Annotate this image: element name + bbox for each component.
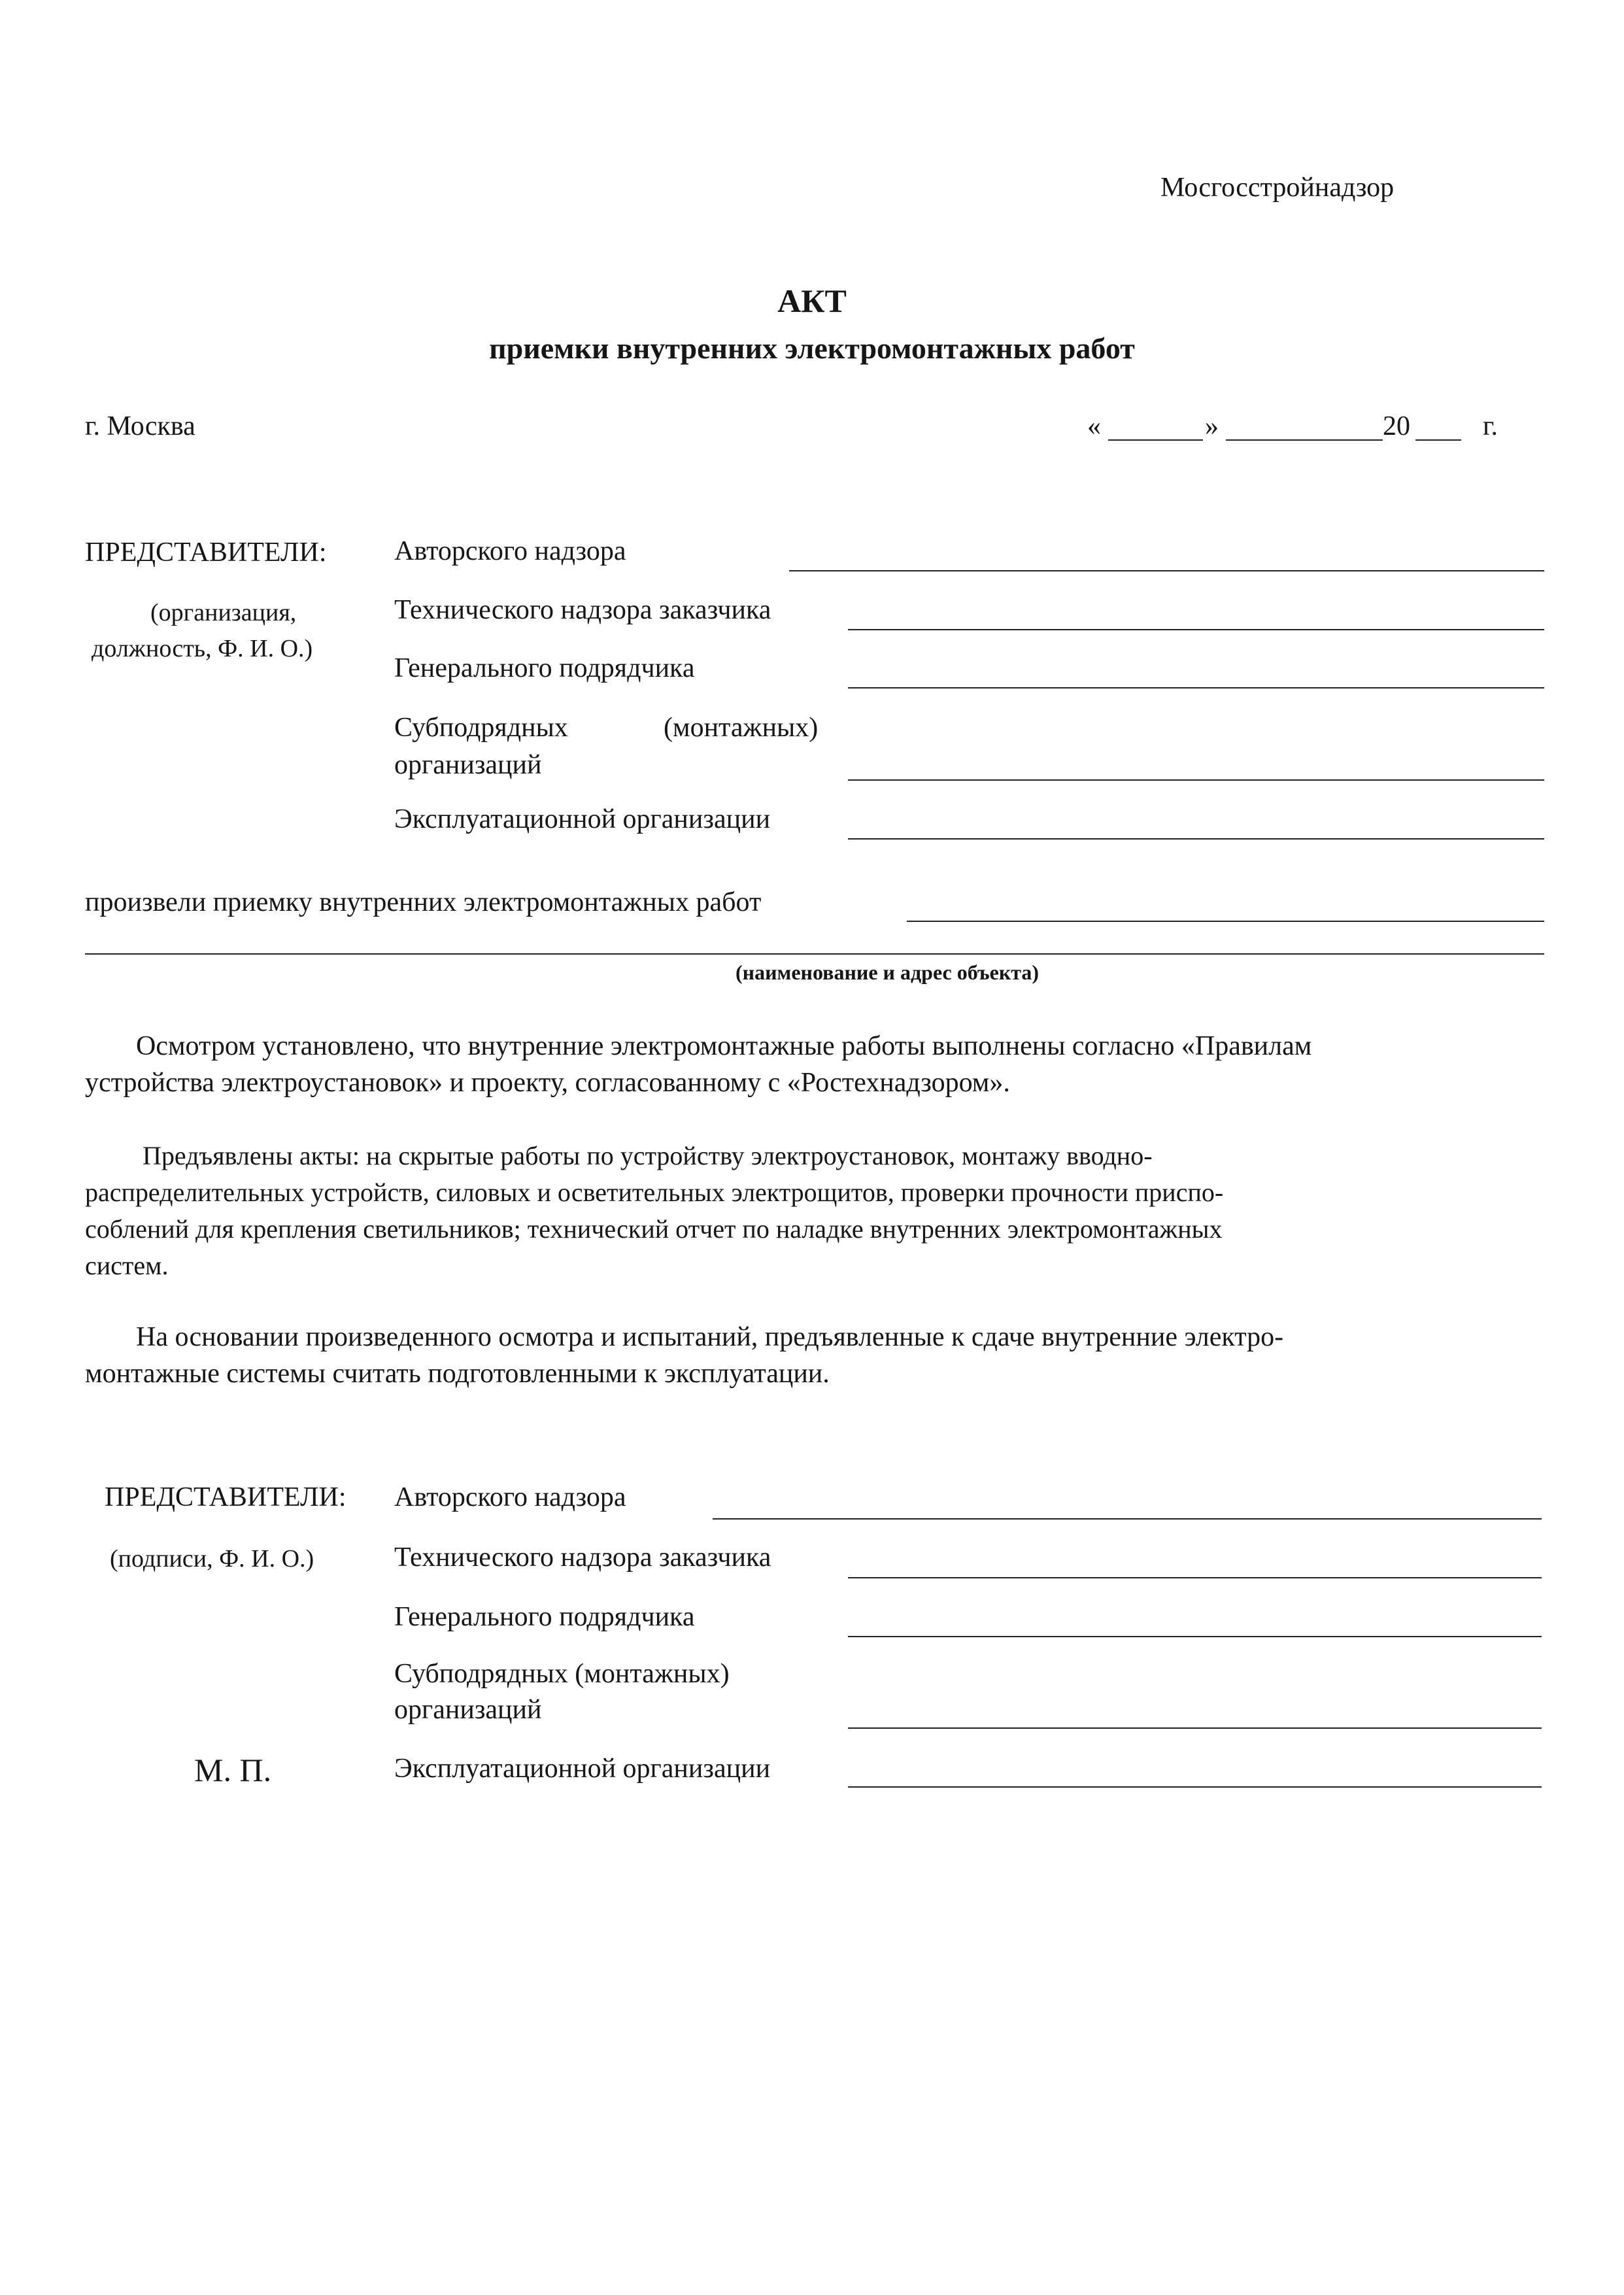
top-representatives-note-line1: (организация, — [150, 599, 297, 626]
paragraph2-line2: распределительных устройств, силовых и осветительных электрощитов, проверки прочности приспо- — [85, 1178, 1224, 1207]
bottom-row-subcontractors: Субподрядных (монтажных) — [394, 1659, 730, 1689]
top-operating-organization-field[interactable] — [848, 838, 1544, 840]
top-row-subcontractors-word2: (монтажных) — [664, 713, 819, 743]
stamp-placeholder: М. П. — [194, 1752, 272, 1788]
bottom-row-author-supervision: Авторского надзора — [394, 1482, 626, 1512]
acceptance-object-field-continued[interactable] — [85, 953, 1544, 955]
bottom-general-contractor-signature[interactable] — [848, 1636, 1542, 1637]
paragraph1-line1: Осмотром установлено, что внутренние электромонтажные работы выполнены согласно «Правилам — [136, 1031, 1312, 1061]
document-title: АКТ — [777, 282, 847, 319]
paragraph2-line1: Предъявлены акты: на скрытые работы по устройству электроустановок, монтажу вводно- — [143, 1141, 1153, 1170]
date-day-field[interactable] — [1108, 439, 1203, 441]
bottom-subcontractors-signature[interactable] — [848, 1727, 1542, 1729]
acceptance-object-field[interactable] — [907, 921, 1544, 922]
paragraph2-line4: систем. — [85, 1251, 169, 1280]
date-year-prefix: 20 — [1383, 411, 1410, 441]
document-subtitle: приемки внутренних электромонтажных работ — [489, 332, 1135, 365]
paragraph1-line2: устройства электроустановок» и проекту, согласованному с «Ростехнадзором». — [85, 1068, 1010, 1098]
inspection-paragraph — [85, 1028, 1556, 1101]
bottom-row-general-contractor: Генерального подрядчика — [394, 1602, 695, 1632]
date-open-quote: « — [1087, 411, 1101, 441]
paragraph3-line1: На основании произведенного осмотра и испытаний, предъявленные к сдаче внутренние электро- — [136, 1322, 1284, 1352]
top-row-author-supervision: Авторского надзора — [394, 536, 626, 566]
paragraph3-line2: монтажные системы считать подготовленными к эксплуатации. — [85, 1359, 830, 1389]
bottom-row-organizations: организаций — [394, 1695, 542, 1725]
agency-name: Мосгосстройнадзор — [1160, 173, 1395, 203]
top-row-subcontractors-word1: Субподрядных — [394, 713, 568, 743]
top-author-supervision-field[interactable] — [789, 570, 1544, 571]
top-row-technical-supervision: Технического надзора заказчика — [394, 595, 771, 625]
acceptance-text: произвели приемку внутренних электромонтажных работ — [85, 887, 762, 917]
top-row-operating-organization: Эксплуатационной организации — [394, 804, 771, 834]
top-subcontractors-field[interactable] — [848, 779, 1544, 781]
bottom-representatives-label: ПРЕДСТАВИТЕЛИ: — [105, 1482, 347, 1512]
city: г. Москва — [85, 411, 195, 441]
bottom-row-technical-supervision: Технического надзора заказчика — [394, 1542, 771, 1572]
date-close-quote: » — [1205, 411, 1219, 441]
top-general-contractor-field[interactable] — [848, 687, 1544, 688]
top-representatives-note-line2: должность, Ф. И. О.) — [92, 635, 313, 662]
bottom-technical-supervision-signature[interactable] — [848, 1577, 1542, 1578]
date-month-field[interactable] — [1226, 439, 1383, 441]
acts-paragraph — [85, 1138, 1556, 1284]
conclusion-paragraph — [85, 1319, 1556, 1392]
bottom-representatives-note: (подписи, Ф. И. О.) — [110, 1545, 314, 1572]
date-year-suffix: г. — [1483, 411, 1498, 441]
top-row-general-contractor: Генерального подрядчика — [394, 653, 695, 683]
top-representatives-label: ПРЕДСТАВИТЕЛИ: — [85, 537, 327, 568]
top-technical-supervision-field[interactable] — [848, 629, 1544, 630]
bottom-author-supervision-signature[interactable] — [713, 1518, 1542, 1520]
paragraph2-line3: соблений для крепления светильников; технический отчет по наладке внутренних электромонтажных — [85, 1214, 1223, 1244]
bottom-row-operating-organization: Эксплуатационной организации — [394, 1754, 771, 1784]
acceptance-caption: (наименование и адрес объекта) — [736, 960, 1040, 984]
bottom-operating-organization-signature[interactable] — [848, 1786, 1542, 1788]
top-row-subcontractors-word3: организаций — [394, 750, 542, 780]
date-year-field[interactable] — [1415, 439, 1461, 441]
